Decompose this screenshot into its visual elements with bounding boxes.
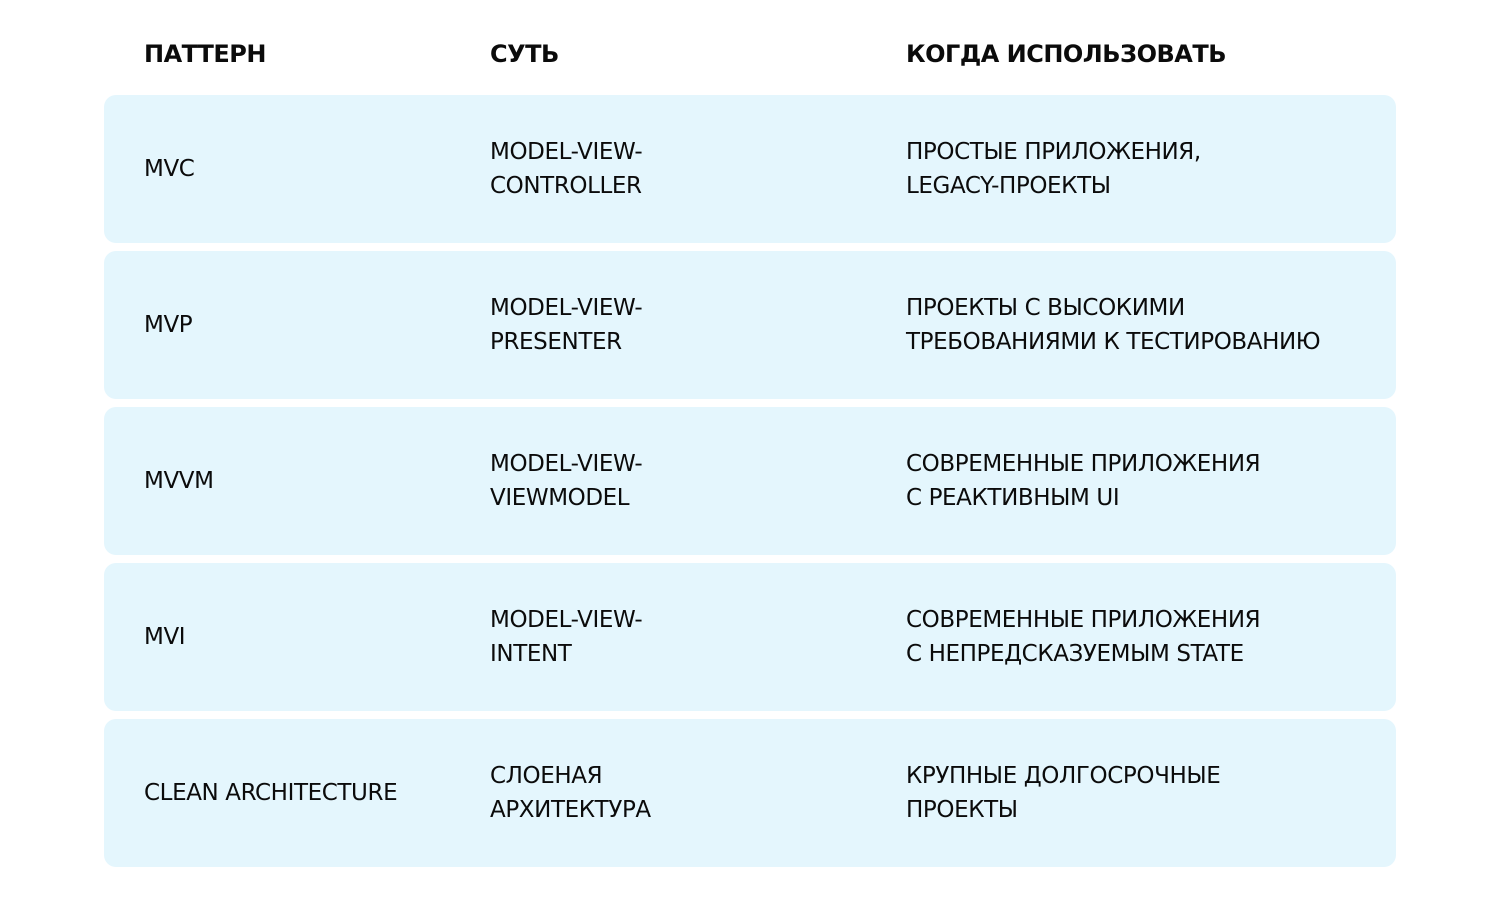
essence-cell	[490, 603, 642, 671]
table-row	[104, 719, 1396, 867]
when-line: ПРОСТЫЕ ПРИЛОЖЕНИЯ,	[906, 139, 1201, 165]
pattern-cell	[144, 308, 192, 342]
column-header-pattern: ПАТТЕРН	[144, 40, 266, 68]
when-line: СОВРЕМЕННЫЕ ПРИЛОЖЕНИЯ	[906, 451, 1261, 477]
pattern-name: MVP	[144, 312, 193, 338]
when-line: КРУПНЫЕ ДОЛГОСРОЧНЫЕ	[906, 763, 1221, 789]
when-line: СОВРЕМЕННЫЕ ПРИЛОЖЕНИЯ	[906, 607, 1261, 633]
when-cell	[906, 759, 1220, 827]
when-line: ПРОЕКТЫ С ВЫСОКИМИ	[906, 295, 1185, 321]
when-cell	[906, 603, 1260, 671]
when-line: LEGACY-ПРОЕКТЫ	[906, 173, 1111, 199]
essence-cell	[490, 759, 651, 827]
table-row	[104, 407, 1396, 555]
pattern-cell	[144, 464, 214, 498]
patterns-table	[104, 0, 1396, 875]
essence-line: MODEL-VIEW-	[490, 139, 643, 165]
column-header-essence: СУТЬ	[490, 40, 559, 68]
essence-line: CONTROLLER	[490, 173, 642, 199]
essence-line: АРХИТЕКТУРА	[490, 797, 651, 823]
table-body	[104, 95, 1396, 867]
essence-line: MODEL-VIEW-	[490, 607, 643, 633]
essence-cell	[490, 447, 642, 515]
when-line: С НЕПРЕДСКАЗУЕМЫМ STATE	[906, 641, 1244, 667]
when-line: ПРОЕКТЫ	[906, 797, 1018, 823]
essence-cell	[490, 291, 642, 359]
pattern-name: CLEAN ARCHITECTURE	[144, 780, 398, 806]
pattern-name: MVI	[144, 624, 186, 650]
when-line: ТРЕБОВАНИЯМИ К ТЕСТИРОВАНИЮ	[906, 329, 1321, 355]
pattern-cell	[144, 620, 185, 654]
when-cell	[906, 291, 1320, 359]
table-row	[104, 251, 1396, 399]
essence-line: СЛОЕНАЯ	[490, 763, 603, 789]
when-line: С РЕАКТИВНЫМ UI	[906, 485, 1120, 511]
pattern-name: MVVM	[144, 468, 214, 494]
column-header-when: КОГДА ИСПОЛЬЗОВАТЬ	[906, 40, 1227, 68]
table-row	[104, 95, 1396, 243]
essence-line: MODEL-VIEW-	[490, 295, 643, 321]
essence-line: PRESENTER	[490, 329, 622, 355]
when-cell	[906, 135, 1201, 203]
table-header	[104, 0, 1396, 95]
pattern-cell	[144, 776, 397, 810]
essence-line: MODEL-VIEW-	[490, 451, 643, 477]
essence-cell	[490, 135, 642, 203]
when-cell	[906, 447, 1260, 515]
table-row	[104, 563, 1396, 711]
pattern-cell	[144, 152, 194, 186]
essence-line: VIEWMODEL	[490, 485, 630, 511]
essence-line: INTENT	[490, 641, 572, 667]
pattern-name: MVC	[144, 156, 195, 182]
